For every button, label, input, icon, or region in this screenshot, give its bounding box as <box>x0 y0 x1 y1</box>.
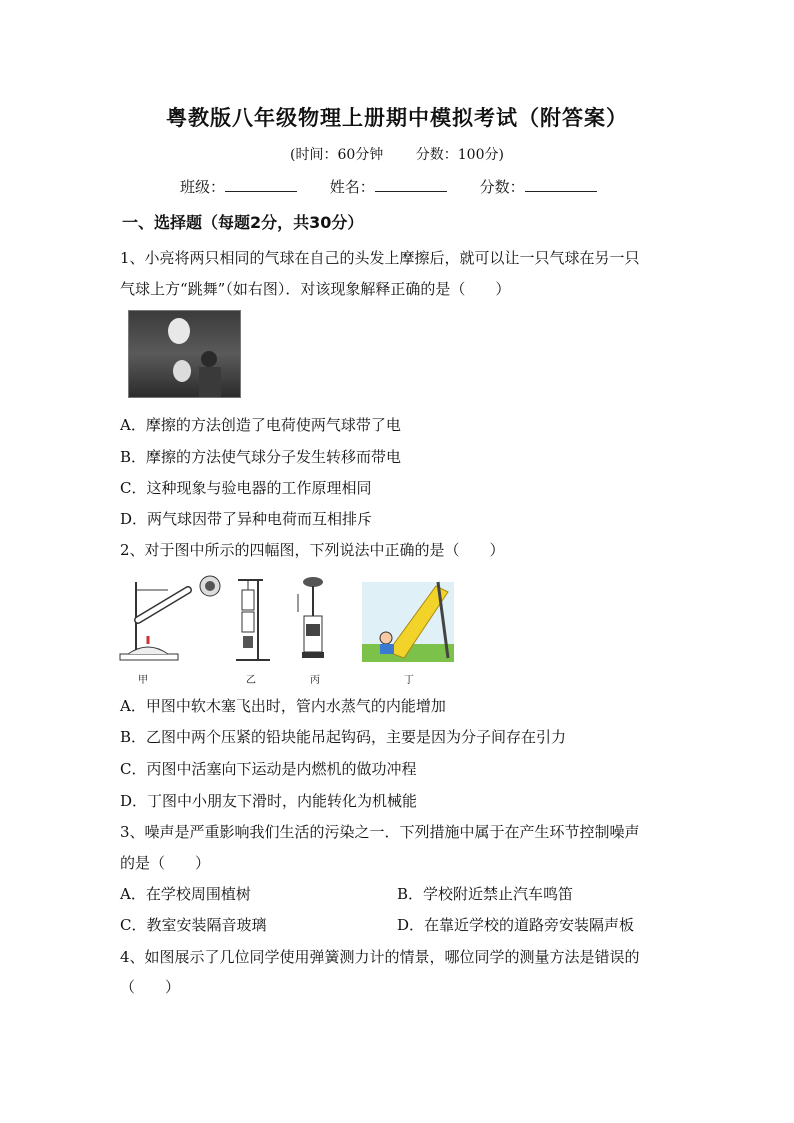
caption-jia: 甲 <box>138 675 148 686</box>
figure-yi-icon <box>236 580 270 660</box>
option-1b: B．摩擦的方法使气球分子发生转移而带电 <box>120 448 402 466</box>
option-3b: B．学校附近禁止汽车鸣笛 <box>397 885 574 903</box>
section-heading: 一、选择题（每题2分，共30分） <box>122 213 364 232</box>
question-4-text: 4、如图展示了几位同学使用弹簧测力计的情景，哪位同学的测量方法是错误的 <box>120 948 640 966</box>
figure-jia-icon <box>120 576 220 660</box>
question-1-text: 1、小亮将两只相同的气球在自己的头发上摩擦后，就可以让一只气球在另一只 <box>120 249 640 267</box>
question-3-text: 3、噪声是严重影响我们生活的污染之一．下列措施中属于在产生环节控制噪声 <box>120 823 640 841</box>
caption-bing: 丙 <box>310 675 320 686</box>
option-2a: A．甲图中软木塞飞出时，管内水蒸气的内能增加 <box>120 697 446 715</box>
question-4-text-cont: （ ） <box>120 978 181 996</box>
page-title: 粤教版八年级物理上册期中模拟考试（附答案） <box>166 106 628 130</box>
class-field[interactable]: 班级： <box>180 176 297 197</box>
option-3a: A．在学校周围植树 <box>120 885 251 903</box>
q2-figures <box>118 572 478 668</box>
caption-yi: 乙 <box>246 675 256 686</box>
question-2-text: 2、对于图中所示的四幅图，下列说法中正确的是（ ） <box>120 541 505 559</box>
option-2c: C．丙图中活塞向下运动是内燃机的做功冲程 <box>120 760 417 778</box>
option-1d: D．两气球因带了异种电荷而互相排斥 <box>120 510 373 528</box>
balloon-photo-icon <box>129 311 240 397</box>
question-3-text-cont: 的是（ ） <box>120 854 211 872</box>
figure-bing-icon <box>298 577 324 658</box>
option-1c: C．这种现象与验电器的工作原理相同 <box>120 479 372 497</box>
exam-time: (时间：60分钟 <box>290 147 384 163</box>
option-1a: A．摩擦的方法创造了电荷使两气球带了电 <box>120 416 401 434</box>
name-field[interactable]: 姓名： <box>330 176 447 197</box>
caption-ding: 丁 <box>404 675 414 686</box>
option-2b: B．乙图中两个压紧的铅块能吊起钩码，主要是因为分子间存在引力 <box>120 728 567 746</box>
student-fields <box>180 176 625 197</box>
question-1-text-cont: 气球上方“跳舞”（如右图）．对该现象解释正确的是（ ） <box>120 280 511 298</box>
option-2d: D．丁图中小朋友下滑时，内能转化为机械能 <box>120 792 418 810</box>
exam-score: 分数：100分) <box>415 147 504 163</box>
exam-info <box>0 144 794 164</box>
score-field[interactable]: 分数： <box>480 176 597 197</box>
option-3c: C．教室安装隔音玻璃 <box>120 916 267 934</box>
option-3d: D．在靠近学校的道路旁安装隔声板 <box>397 916 635 934</box>
balloon-photo <box>128 310 241 398</box>
figure-ding-icon <box>362 582 454 662</box>
